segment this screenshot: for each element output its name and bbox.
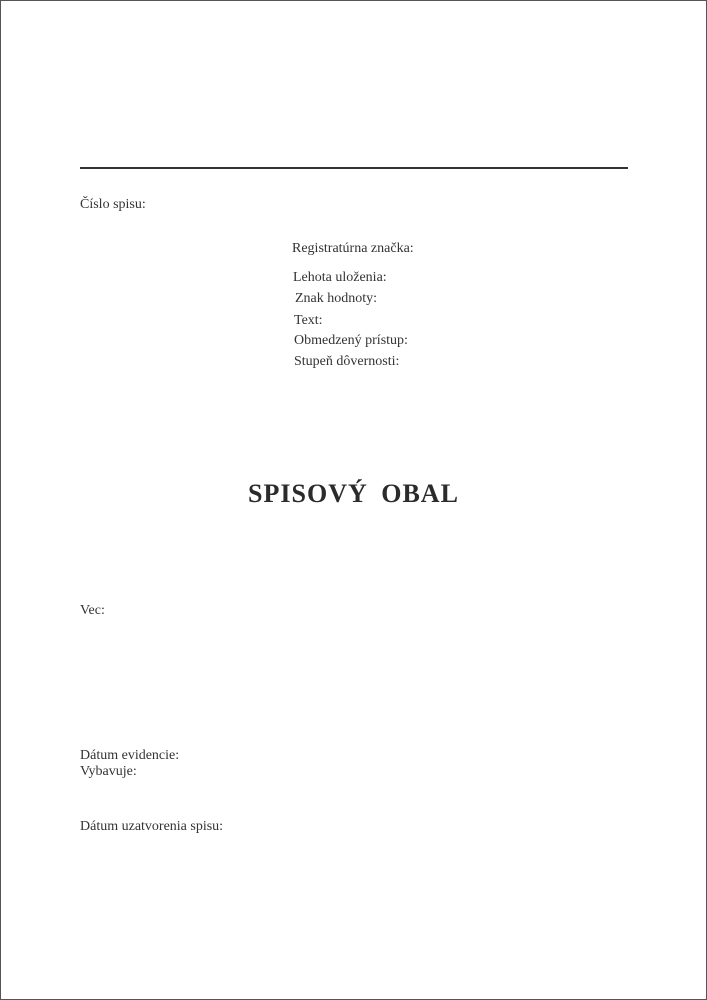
text-label: Text: <box>294 313 323 328</box>
registration-date-label: Dátum evidencie: <box>80 748 180 763</box>
restricted-access-label: Obmedzený prístup: <box>294 333 408 348</box>
retention-period-label: Lehota uloženia: <box>293 270 387 285</box>
confidentiality-level-label: Stupeň dôvernosti: <box>294 354 400 369</box>
document-title: SPISOVÝ OBAL <box>248 479 459 508</box>
handled-by-label: Vybavuje: <box>80 764 137 779</box>
closing-date-label: Dátum uzatvorenia spisu: <box>80 819 224 834</box>
value-mark-label: Znak hodnoty: <box>295 291 378 306</box>
top-horizontal-rule <box>80 167 628 169</box>
registry-mark-label: Registratúrna značka: <box>292 241 414 256</box>
file-number-label: Číslo spisu: <box>80 197 146 212</box>
subject-label: Vec: <box>80 603 105 618</box>
